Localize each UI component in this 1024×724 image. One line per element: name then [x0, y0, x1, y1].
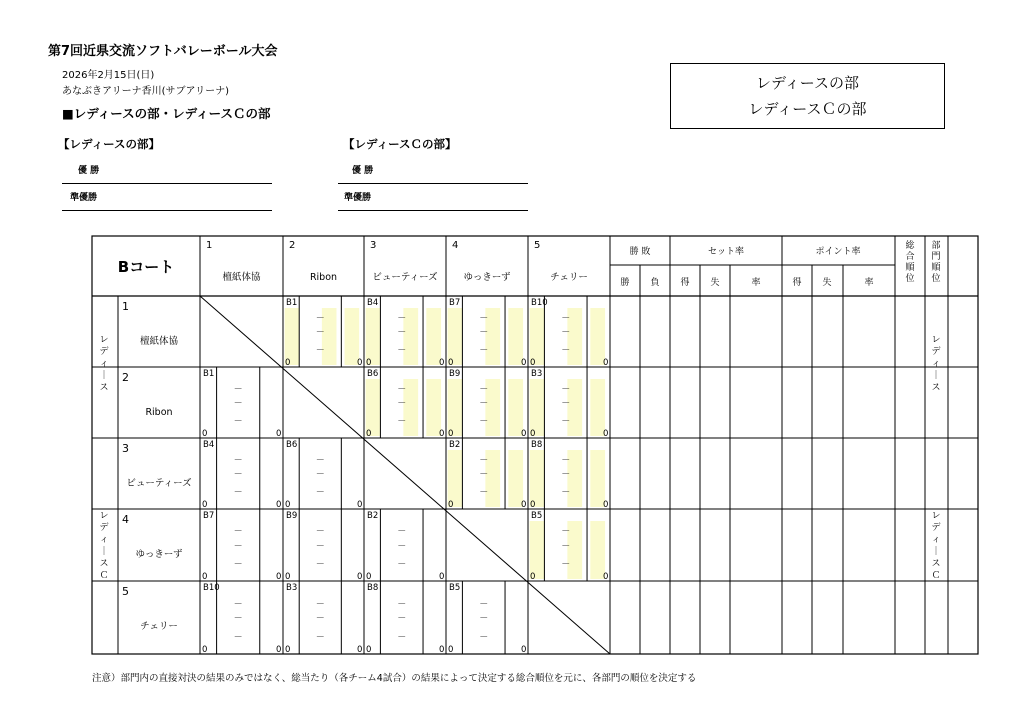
score-zero-right: 0: [521, 429, 527, 439]
score-zero-right: 0: [439, 645, 445, 655]
ladiesc-runnerup-label: 準優勝: [344, 193, 372, 203]
score-dash: －: [397, 399, 407, 410]
score-highlight: [426, 308, 441, 365]
division-rank-ladiesc: レディ｜スＣ: [931, 511, 941, 581]
score-highlight: [530, 450, 545, 507]
score-zero-right: 0: [276, 429, 282, 439]
match-code: B8: [367, 583, 379, 593]
column-team-name: チェリー: [550, 272, 588, 283]
score-zero-right: 0: [603, 572, 609, 582]
set-gain-subheader: 得: [680, 278, 690, 288]
score-dash: －: [315, 455, 325, 466]
score-highlight: [508, 450, 523, 507]
score-dash: －: [397, 384, 407, 395]
score-zero-left: 0: [202, 645, 208, 655]
score-dash: －: [479, 599, 489, 610]
score-dash: －: [233, 416, 243, 427]
score-dash: －: [397, 313, 407, 324]
score-zero-left: 0: [285, 358, 291, 368]
set-lost-subheader: 失: [710, 278, 720, 288]
loss-subheader: 負: [650, 278, 660, 288]
score-highlight: [508, 379, 523, 436]
score-dash: －: [233, 527, 243, 538]
point-rate-subheader: 率: [864, 278, 874, 288]
score-dash: －: [397, 614, 407, 625]
score-zero-right: 0: [276, 645, 282, 655]
score-dash: －: [397, 632, 407, 643]
score-dash: －: [479, 455, 489, 466]
score-highlight: [285, 308, 300, 365]
overall-rank-header: 総合順位: [905, 241, 915, 284]
score-dash: －: [479, 632, 489, 643]
score-dash: －: [561, 345, 571, 356]
row-team-number: 4: [122, 513, 129, 526]
footnote: 注意）部門内の直接対決の結果のみではなく、総当たり（各チーム4試合）の結果によって決定する総合順位を元に、各部門の順位を決定する: [92, 673, 697, 684]
score-dash: －: [479, 328, 489, 339]
division-label-ladies: レディ｜ス: [99, 335, 109, 393]
category-line-1: レディースの部: [755, 74, 860, 92]
score-highlight: [448, 308, 463, 365]
score-dash: －: [315, 541, 325, 552]
column-team-number: 4: [452, 240, 459, 251]
score-zero-right: 0: [357, 358, 363, 368]
score-zero-left: 0: [285, 500, 291, 510]
score-dash: －: [397, 345, 407, 356]
match-code: B4: [367, 298, 379, 308]
score-dash: －: [561, 559, 571, 570]
score-dash: －: [397, 527, 407, 538]
score-dash: －: [561, 313, 571, 324]
ladiesc-results-heading: 【レディースＣの部】: [343, 137, 457, 151]
point-gain-subheader: 得: [792, 278, 802, 288]
ladies-winner-label: 優 勝: [78, 166, 100, 176]
row-team-name: 檀紙体協: [139, 336, 179, 347]
match-code: B7: [203, 511, 215, 521]
score-highlight: [508, 308, 523, 365]
match-code: B1: [203, 369, 215, 379]
score-zero-right: 0: [521, 645, 527, 655]
row-team-name: チェリー: [140, 621, 178, 632]
score-dash: －: [397, 599, 407, 610]
score-zero-left: 0: [366, 429, 372, 439]
match-code: B9: [449, 369, 461, 379]
event-venue: あなぶきアリーナ香川(サブアリーナ): [62, 86, 230, 97]
score-dash: －: [233, 384, 243, 395]
score-dash: －: [561, 470, 571, 481]
row-team-name: Ribon: [145, 407, 173, 418]
score-zero-right: 0: [521, 500, 527, 510]
score-highlight: [590, 521, 605, 579]
match-code: B5: [531, 511, 543, 521]
score-highlight: [530, 379, 545, 436]
column-team-number: 5: [534, 240, 541, 251]
column-team-name: ビューティーズ: [372, 272, 438, 283]
match-code: B3: [286, 583, 298, 593]
row-team-number: 3: [122, 442, 129, 455]
match-code: B1: [286, 298, 298, 308]
score-zero-left: 0: [366, 358, 372, 368]
score-dash: －: [315, 328, 325, 339]
row-team-number: 5: [122, 585, 129, 598]
score-highlight: [530, 308, 545, 365]
row-team-number: 1: [122, 300, 129, 313]
match-code: B6: [367, 369, 379, 379]
score-zero-left: 0: [366, 572, 372, 582]
score-zero-left: 0: [448, 645, 454, 655]
column-team-number: 1: [206, 240, 213, 251]
score-zero-right: 0: [439, 572, 445, 582]
section-heading: ■レディースの部・レディースＣの部: [62, 106, 271, 121]
match-code: B7: [449, 298, 461, 308]
score-dash: －: [479, 614, 489, 625]
category-line-2: レディースＣの部: [748, 100, 867, 118]
score-dash: －: [233, 614, 243, 625]
column-team-name: ゆっきーず: [463, 272, 511, 283]
score-zero-right: 0: [276, 500, 282, 510]
row-team-name: ビューティーズ: [126, 478, 192, 489]
column-team-name: Ribon: [309, 272, 338, 283]
score-zero-right: 0: [357, 500, 363, 510]
score-zero-right: 0: [439, 358, 445, 368]
score-dash: －: [315, 527, 325, 538]
score-dash: －: [233, 399, 243, 410]
score-dash: －: [315, 487, 325, 498]
score-dash: －: [561, 455, 571, 466]
score-highlight: [448, 379, 463, 436]
set-rate-subheader: 率: [751, 278, 761, 288]
score-dash: －: [561, 328, 571, 339]
score-highlight: [590, 379, 605, 436]
match-code: B9: [286, 511, 298, 521]
match-code: B3: [531, 369, 543, 379]
match-code: B8: [531, 440, 543, 450]
point-rate-header: ポイント率: [815, 247, 861, 257]
score-dash: －: [233, 632, 243, 643]
score-dash: －: [233, 559, 243, 570]
win-loss-header: 勝 敗: [629, 247, 651, 257]
score-dash: －: [315, 632, 325, 643]
division-label-ladiesc: レディ｜スＣ: [99, 511, 109, 581]
point-lost-subheader: 失: [822, 278, 832, 288]
score-zero-left: 0: [285, 572, 291, 582]
score-zero-left: 0: [202, 572, 208, 582]
score-dash: －: [233, 599, 243, 610]
score-highlight: [345, 308, 360, 365]
score-highlight: [448, 450, 463, 507]
division-rank-header: 部門順位: [931, 241, 941, 284]
score-zero-right: 0: [357, 645, 363, 655]
score-zero-left: 0: [530, 429, 536, 439]
score-dash: －: [315, 599, 325, 610]
score-dash: －: [479, 416, 489, 427]
court-label: Bコート: [117, 258, 175, 276]
score-dash: －: [479, 345, 489, 356]
score-zero-right: 0: [603, 429, 609, 439]
score-dash: －: [561, 527, 571, 538]
ladies-results-heading: 【レディースの部】: [58, 137, 161, 151]
division-rank-ladies: レディ｜ス: [931, 335, 941, 393]
column-team-number: 2: [289, 240, 296, 251]
score-zero-right: 0: [439, 429, 445, 439]
event-date: 2026年2月15日(日): [62, 70, 155, 81]
score-zero-left: 0: [366, 645, 372, 655]
score-zero-left: 0: [448, 358, 454, 368]
score-dash: －: [315, 313, 325, 324]
score-zero-right: 0: [276, 572, 282, 582]
match-code: B5: [449, 583, 461, 593]
score-dash: －: [479, 470, 489, 481]
score-zero-left: 0: [530, 358, 536, 368]
score-dash: －: [397, 541, 407, 552]
column-team-name: 檀紙体協: [222, 272, 261, 283]
score-dash: －: [561, 416, 571, 427]
score-dash: －: [233, 470, 243, 481]
win-subheader: 勝: [620, 278, 630, 288]
score-dash: －: [397, 559, 407, 570]
score-zero-left: 0: [202, 429, 208, 439]
score-dash: －: [479, 487, 489, 498]
score-dash: －: [479, 384, 489, 395]
score-dash: －: [479, 399, 489, 410]
score-highlight: [590, 450, 605, 507]
score-zero-left: 0: [530, 572, 536, 582]
score-highlight: [590, 308, 605, 365]
score-dash: －: [315, 614, 325, 625]
score-zero-left: 0: [448, 500, 454, 510]
score-zero-right: 0: [521, 358, 527, 368]
match-code: B10: [531, 298, 548, 308]
page-title: 第7回近県交流ソフトバレーボール大会: [48, 44, 278, 59]
score-dash: －: [315, 470, 325, 481]
score-dash: －: [233, 487, 243, 498]
score-zero-left: 0: [448, 429, 454, 439]
match-code: B10: [203, 583, 220, 593]
score-dash: －: [315, 559, 325, 570]
score-dash: －: [397, 328, 407, 339]
set-rate-header: セット率: [707, 247, 745, 257]
score-dash: －: [561, 487, 571, 498]
score-dash: －: [233, 541, 243, 552]
score-zero-right: 0: [603, 500, 609, 510]
row-team-number: 2: [122, 371, 129, 384]
column-team-number: 3: [370, 240, 377, 251]
ladiesc-winner-label: 優 勝: [352, 166, 374, 176]
score-dash: －: [561, 399, 571, 410]
ladies-runnerup-label: 準優勝: [70, 193, 98, 203]
score-zero-right: 0: [603, 358, 609, 368]
score-zero-right: 0: [357, 572, 363, 582]
score-highlight: [426, 379, 441, 436]
match-code: B4: [203, 440, 215, 450]
score-dash: －: [315, 345, 325, 356]
score-dash: －: [561, 541, 571, 552]
score-highlight: [530, 521, 545, 579]
score-zero-left: 0: [202, 500, 208, 510]
row-team-name: ゆっきーず: [135, 549, 183, 560]
score-dash: －: [233, 455, 243, 466]
score-highlight: [366, 379, 381, 436]
score-highlight: [366, 308, 381, 365]
match-code: B6: [286, 440, 298, 450]
score-dash: －: [397, 416, 407, 427]
score-zero-left: 0: [530, 500, 536, 510]
score-zero-left: 0: [285, 645, 291, 655]
match-code: B2: [449, 440, 461, 450]
match-code: B2: [367, 511, 379, 521]
score-dash: －: [561, 384, 571, 395]
score-dash: －: [479, 313, 489, 324]
